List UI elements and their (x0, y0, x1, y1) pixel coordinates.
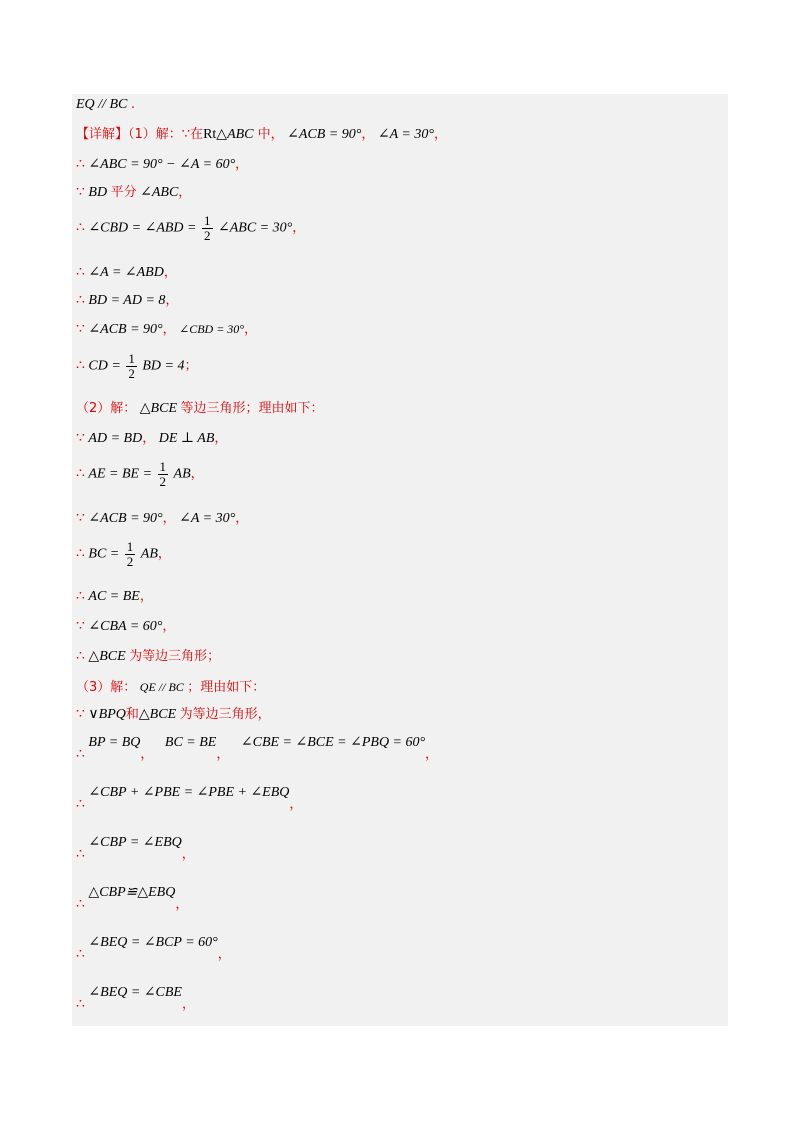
therefore-symbol: ∴ (76, 293, 85, 308)
fraction (202, 214, 213, 243)
therefore-symbol: ∴ (76, 897, 85, 912)
solution-line (76, 320, 257, 339)
math-expression: ∠ABC (140, 185, 179, 200)
math-expression: ∠CBA = 60° (88, 619, 163, 634)
solution-line (76, 588, 153, 606)
text: 和 (125, 707, 139, 722)
punctuation: ， (244, 322, 258, 337)
punctuation: ， (190, 466, 204, 482)
punctuation: ， (235, 157, 249, 172)
math-expression: ABC (227, 127, 254, 142)
punctuation: ， (181, 847, 195, 862)
math-expression: ∠ACB = 90° (88, 511, 163, 526)
punctuation: ， (216, 747, 230, 762)
therefore-symbol: ∴ (76, 847, 85, 862)
math-expression: ∠ABC = 30° (218, 220, 293, 236)
therefore-symbol: ∴ (76, 546, 85, 562)
punctuation: ， (139, 589, 153, 604)
math-expression: ∠A = 30° (179, 511, 236, 526)
because-symbol: ∵ (76, 431, 85, 446)
math-expression: AE = BE = (88, 466, 153, 482)
math-expression: ∠BEQ = ∠BCP = 60° (88, 935, 218, 950)
answer-tag: 【详解】 (76, 127, 129, 142)
fraction-numerator: 1 (128, 351, 135, 366)
punctuation: ， (162, 322, 176, 337)
punctuation: ， (433, 127, 447, 142)
therefore-symbol: ∴ (76, 466, 85, 482)
fraction-numerator: 1 (159, 459, 167, 474)
fraction-denominator: 2 (126, 554, 134, 569)
therefore-symbol: ∴ (76, 220, 85, 236)
math-expression: ∠A = 30° (377, 127, 434, 142)
math-expression: DE ⊥ AB (158, 431, 215, 446)
punctuation: ， (142, 431, 156, 446)
math-expression: BD (88, 185, 108, 200)
solution-line (76, 984, 195, 1016)
math-expression: ∠CBD = 30° (179, 322, 245, 336)
solution-line (76, 540, 171, 569)
math-expression: △BCE (138, 707, 177, 722)
text: ；理由如下： (187, 680, 266, 695)
fraction (125, 540, 136, 569)
text: 中， (253, 127, 284, 142)
solution-line (76, 292, 178, 310)
solution-line (76, 156, 248, 174)
fraction (126, 352, 137, 381)
math-expression: ∠CBP + ∠PBE = ∠PBE + ∠EBQ (88, 785, 290, 800)
solution-line (76, 834, 195, 866)
therefore-symbol: ∴ (76, 157, 85, 172)
because-symbol: ∵ (76, 511, 85, 526)
solution-line (76, 460, 204, 489)
punctuation: ， (178, 185, 192, 200)
text: 为等边三角形； (129, 649, 221, 664)
math-expression: CD = (88, 358, 121, 374)
therefore-symbol: ∴ (76, 358, 85, 374)
therefore-symbol: ∴ (76, 747, 85, 762)
solution-line (76, 96, 135, 114)
math-expression: AB (140, 546, 158, 562)
punctuation: ， (292, 220, 306, 236)
punctuation: ， (162, 619, 176, 634)
math-expression: ∠BEQ = ∠CBE (88, 985, 182, 1000)
fraction-denominator: 2 (128, 366, 135, 381)
punctuation: ， (182, 997, 196, 1012)
punctuation: ， (289, 797, 303, 812)
math-expression: ∠ACB = 90° (287, 127, 362, 142)
solution-line (76, 126, 447, 144)
because-symbol: ∵ (76, 707, 85, 722)
fraction-denominator: 2 (204, 228, 211, 243)
solution-line (76, 678, 265, 697)
punctuation: ， (425, 747, 439, 762)
solution-line (76, 618, 175, 636)
therefore-symbol: ∴ (76, 649, 85, 664)
fraction-denominator: 2 (159, 474, 167, 489)
math-expression: ∠CBP = ∠EBQ (88, 835, 182, 850)
part-label: （1）解：∵在 (128, 127, 204, 142)
fraction (158, 460, 169, 489)
text: 为等边三角形， (179, 707, 271, 722)
solution-line (76, 648, 220, 666)
solution-line (76, 784, 302, 816)
punctuation: ， (163, 265, 177, 280)
punctuation: ， (162, 511, 176, 526)
therefore-symbol: ∴ (76, 797, 85, 812)
punctuation: ， (140, 747, 154, 762)
punctuation: ， (165, 293, 179, 308)
solution-line (76, 734, 438, 766)
solution-line (76, 214, 305, 243)
math-expression: BP = BQ (88, 735, 141, 750)
punctuation: ， (361, 127, 375, 142)
therefore-symbol: ∴ (76, 997, 85, 1012)
punctuation: ， (235, 511, 249, 526)
math-text: Rt (203, 127, 217, 142)
triangle-symbol: △ (216, 127, 228, 142)
math-expression: BC = (88, 546, 120, 562)
math-expression: QE // BC (139, 680, 184, 694)
solution-line (76, 352, 197, 381)
part-label: （3）解： (76, 680, 137, 695)
math-expression: △BCE (139, 401, 177, 416)
fraction-numerator: 1 (126, 539, 134, 554)
solution-line (76, 184, 191, 202)
math-expression: BD = 4 (142, 358, 185, 374)
math-expression: ∠ACB = 90° (88, 322, 163, 337)
math-expression: ∨BPQ (88, 707, 126, 722)
math-expression: ∠CBD = ∠ABD = (88, 220, 197, 236)
solution-line (76, 510, 248, 528)
text: 平分 (110, 185, 137, 200)
punctuation: ， (175, 897, 189, 912)
solution-line (76, 264, 177, 282)
solution-line (76, 934, 231, 966)
because-symbol: ∵ (76, 322, 85, 337)
punctuation: ； (184, 358, 198, 374)
math-expression: ∠CBE = ∠BCE = ∠PBQ = 60° (240, 735, 426, 750)
math-expression: AD = BD (88, 431, 143, 446)
solution-line (76, 400, 324, 418)
math-expression: AB (173, 466, 191, 482)
because-symbol: ∵ (76, 619, 85, 634)
math-expression: ∠ABC = 90° − ∠A = 60° (88, 157, 236, 172)
solution-line (76, 884, 188, 916)
part-label: （2）解： (76, 401, 137, 416)
punctuation: . (130, 97, 135, 112)
solution-line (76, 430, 227, 448)
therefore-symbol: ∴ (76, 265, 85, 280)
punctuation: ， (214, 431, 228, 446)
because-symbol: ∵ (76, 185, 85, 200)
math-expression: BD = AD = 8 (88, 293, 166, 308)
math-expression: AC = BE (88, 589, 140, 604)
solution-line (76, 706, 271, 724)
math-expression: △CBP≌△EBQ (88, 885, 176, 900)
fraction-numerator: 1 (204, 213, 211, 228)
math-expression: ∠A = ∠ABD (88, 265, 164, 280)
therefore-symbol: ∴ (76, 589, 85, 604)
punctuation: ， (157, 546, 171, 562)
math-expression: △BCE (88, 649, 126, 664)
text: 等边三角形；理由如下： (180, 401, 324, 416)
therefore-symbol: ∴ (76, 947, 85, 962)
math-expression: BC = BE (164, 735, 217, 750)
punctuation: ， (217, 947, 231, 962)
math-expression: EQ // BC (76, 97, 128, 112)
